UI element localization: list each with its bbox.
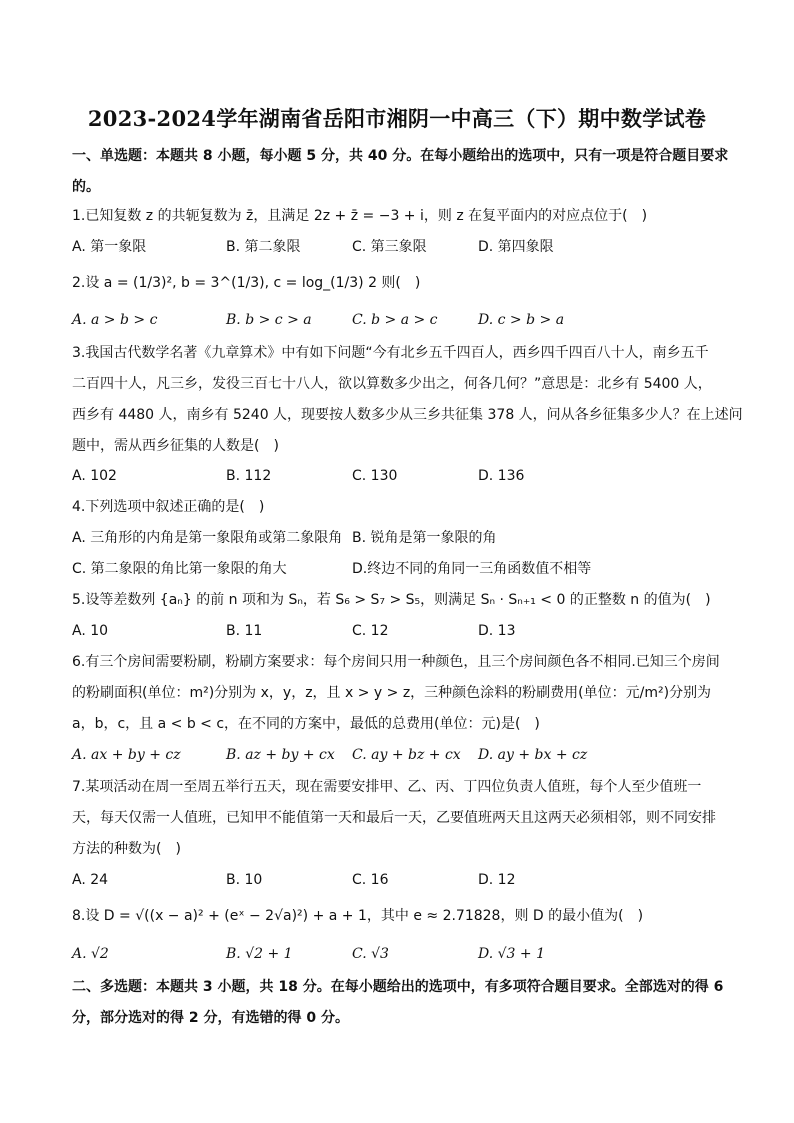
q5-option-b: B. 11 — [226, 623, 263, 639]
q1-option-a: A. 第一象限 — [72, 239, 147, 255]
question-6-line-1: 6.有三个房间需要粉刷，粉刷方案要求：每个房间只用一种颜色，且三个房间颜色各不相同.已知三个房间 — [72, 654, 720, 670]
q6-option-b: B. az + by + cx — [226, 747, 335, 763]
section-1-heading: 一、单选题：本题共 8 小题，每小题 5 分，共 40 分。在每小题给出的选项中，只有一项是符合题目要求 — [72, 148, 729, 164]
q7-option-c: C. 16 — [352, 872, 389, 888]
q5-option-c: C. 12 — [352, 623, 389, 639]
q5-option-a: A. 10 — [72, 623, 109, 639]
question-8-stem: 8.设 D = √((x − a)² + (eˣ − 2√a)²) + a + 1，其中 e ≈ 2.71828，则 D 的最小值为( ) — [72, 908, 644, 924]
q8-option-b: B. √2 + 1 — [226, 946, 293, 962]
question-3-line-4: 题中，需从西乡征集的人数是( ) — [72, 438, 279, 454]
q7-option-d: D. 12 — [478, 872, 516, 888]
q3-option-c: C. 130 — [352, 468, 398, 484]
q3-option-a: A. 102 — [72, 468, 117, 484]
question-6-line-2: 的粉刷面积(单位：m²)分别为 x，y，z，且 x > y > z，三种颜色涂料的粉刷费用(单位：元/m²)分别为 — [72, 685, 712, 701]
q1-option-d: D. 第四象限 — [478, 239, 554, 255]
q6-option-d: D. ay + bx + cz — [478, 747, 588, 763]
q4-option-d: D.终边不同的角同一三角函数值不相等 — [352, 561, 592, 577]
q4-option-c: C. 第二象限的角比第一象限的角大 — [72, 561, 287, 577]
q7-option-a: A. 24 — [72, 872, 109, 888]
q8-option-d: D. √3 + 1 — [478, 946, 545, 962]
q2-option-d: D. c > b > a — [478, 312, 565, 328]
q2-option-b: B. b > c > a — [226, 312, 312, 328]
section-1-heading-cont: 的。 — [72, 179, 100, 195]
q3-option-b: B. 112 — [226, 468, 272, 484]
section-2-heading-cont: 分，部分选对的得 2 分，有选错的得 0 分。 — [72, 1010, 349, 1026]
question-7-line-2: 天，每天仅需一人值班，已知甲不能值第一天和最后一天，乙要值班两天且这两天必须相邻，则不同安排 — [72, 810, 716, 826]
question-3-line-2: 二百四十人，凡三乡，发役三百七十八人，欲以算数多少出之，何各几何？”意思是：北乡有 5400 人， — [72, 376, 712, 392]
q4-option-b: B. 锐角是第一象限的角 — [352, 530, 497, 546]
question-5-stem: 5.设等差数列 {aₙ} 的前 n 项和为 Sₙ，若 S₆ > S₇ > S₅，则满足 Sₙ · Sₙ₊₁ < 0 的正整数 n 的值为( ) — [72, 592, 711, 608]
question-7-line-3: 方法的种数为( ) — [72, 841, 181, 857]
q2-option-c: C. b > a > c — [352, 312, 438, 328]
q4-option-a: A. 三角形的内角是第一象限角或第二象限角 — [72, 530, 343, 546]
q3-option-d: D. 136 — [478, 468, 525, 484]
section-2-heading: 二、多选题：本题共 3 小题，共 18 分。在每小题给出的选项中，有多项符合题目要求。全部选对的得 6 — [72, 979, 724, 995]
question-2-stem: 2.设 a = (1/3)², b = 3^(1/3), c = log_(1/3) 2 则( ) — [72, 275, 421, 291]
question-1-stem: 1.已知复数 z 的共轭复数为 z̄，且满足 2z + z̄ = −3 + i，则 z 在复平面内的对应点位于( ) — [72, 208, 648, 224]
q6-option-c: C. ay + bz + cx — [352, 747, 461, 763]
question-4-stem: 4.下列选项中叙述正确的是( ) — [72, 499, 265, 515]
q7-option-b: B. 10 — [226, 872, 263, 888]
page-title: 2023-2024学年湖南省岳阳市湘阴一中高三（下）期中数学试卷 — [87, 106, 707, 131]
question-7-line-1: 7.某项活动在周一至周五举行五天，现在需要安排甲、乙、丙、丁四位负责人值班，每个人至少值班一 — [72, 779, 702, 795]
q6-option-a: A. ax + by + cz — [72, 747, 181, 763]
question-3-line-1: 3.我国古代数学名著《九章算术》中有如下问题“今有北乡五千四百人，西乡四千四百八十人，南乡五千 — [72, 345, 709, 361]
q5-option-d: D. 13 — [478, 623, 516, 639]
q8-option-c: C. √3 — [352, 946, 389, 962]
q8-option-a: A. √2 — [72, 946, 109, 962]
q1-option-b: B. 第二象限 — [226, 239, 301, 255]
question-3-line-3: 西乡有 4480 人，南乡有 5240 人，现要按人数多少从三乡共征集 378 人，问从各乡征集多少人？在上述问 — [72, 407, 743, 423]
question-6-line-3: a，b，c，且 a < b < c，在不同的方案中，最低的总费用(单位：元)是( ) — [72, 716, 540, 732]
q1-option-c: C. 第三象限 — [352, 239, 427, 255]
q2-option-a: A. a > b > c — [72, 312, 158, 328]
